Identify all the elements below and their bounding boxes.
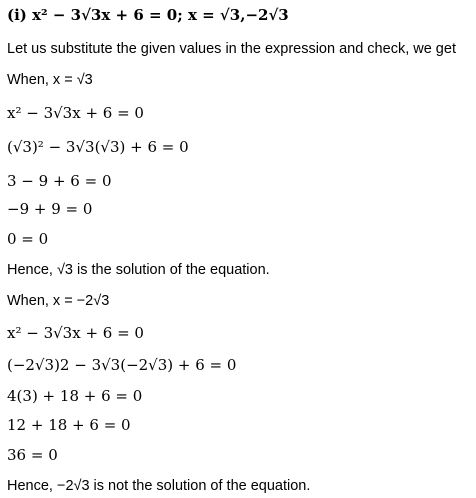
- case-two-heading: When, x = −2√3: [7, 293, 110, 309]
- case-two-step-2: 12 + 18 + 6 = 0: [7, 416, 131, 434]
- case-two-substitution: (−2√3)2 − 3√3(−2√3) + 6 = 0: [7, 356, 237, 374]
- case-one-step-1: 3 − 9 + 6 = 0: [7, 172, 112, 190]
- case-one-heading: When, x = √3: [7, 72, 93, 88]
- case-one-substitution: (√3)² − 3√3(√3) + 6 = 0: [7, 138, 189, 156]
- case-one-result: 0 = 0: [7, 230, 49, 248]
- case-one-step-2: −9 + 9 = 0: [7, 200, 93, 218]
- case-two-step-1: 4(3) + 18 + 6 = 0: [7, 387, 143, 405]
- problem-statement: (i) x² − 3√3x + 6 = 0; x = √3,−2√3: [7, 6, 289, 24]
- case-one-equation: x² − 3√3x + 6 = 0: [7, 104, 144, 122]
- case-two-result: 36 = 0: [7, 446, 58, 464]
- case-one-conclusion: Hence, √3 is the solution of the equation.: [7, 262, 270, 278]
- case-two-equation: x² − 3√3x + 6 = 0: [7, 324, 144, 342]
- case-two-conclusion: Hence, −2√3 is not the solution of the equation.: [7, 478, 311, 494]
- intro-text: Let us substitute the given values in the expression and check, we get: [7, 41, 456, 57]
